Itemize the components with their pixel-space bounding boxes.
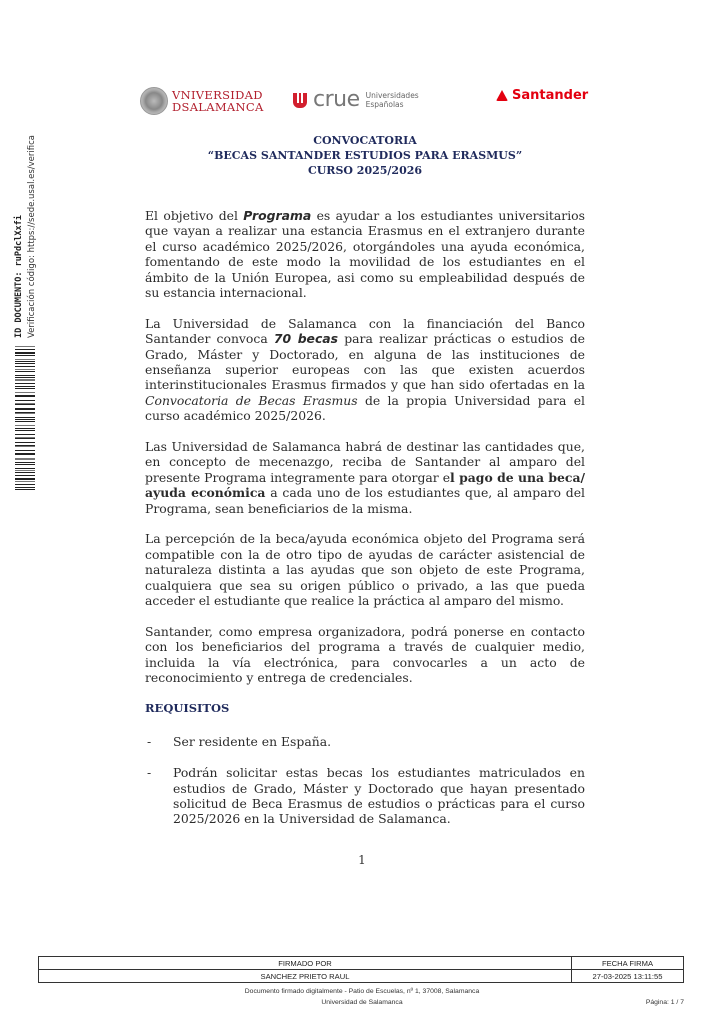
barcode-bar	[15, 371, 35, 372]
document-title	[140, 133, 590, 178]
barcode-bar	[15, 384, 35, 385]
barcode-bar	[15, 392, 35, 393]
usal-logo-line2: DSALAMANCA	[172, 100, 264, 114]
barcode-bar	[15, 412, 35, 413]
barcode-bar	[15, 472, 35, 473]
universidad-salamanca-logo	[140, 84, 264, 118]
barcode-bar	[15, 462, 35, 463]
barcode-bar	[15, 453, 35, 454]
barcode-bar	[15, 405, 35, 406]
title-line-3: CURSO 2025/2026	[307, 164, 423, 177]
barcode-bar	[15, 355, 35, 356]
crue-logo-word: crue	[313, 87, 360, 112]
barcode-bar	[15, 420, 35, 421]
paragraph-mecenazgo: Las Universidad de Salamanca habrá de destinar las cantidades que, en concepto de mecenazgo, reciba de Santander al amparo del presente Programa integramente para otorgar el pago de una beca/ ayuda económica a cada uno de los estudiantes que, al amparo del Programa, sean beneficiarios de la misma.	[145, 439, 586, 516]
barcode-bar	[15, 346, 35, 347]
list-item: - Podrán solicitar estas becas los estudiantes matriculados en estudios de Grado, Máster y Doctorado que hayan presentado solicitud de Beca Erasmus de estudios o prácticas para el curso 2025/2026 en la Universidad de Salamanca.	[145, 765, 585, 827]
barcode-bar	[15, 428, 35, 429]
barcode-bar	[15, 400, 35, 401]
barcode-bar	[15, 458, 35, 460]
signer-name: SANCHEZ PRIETO RAUL	[39, 970, 572, 983]
verification-link[interactable]: Verificación código: https://sede.usal.es/verifica	[27, 134, 37, 338]
italic-convocatoria-becas: Convocatoria de Becas Erasmus	[145, 392, 358, 408]
barcode-bar	[15, 379, 35, 381]
paragraph-santander-contacto: Santander, como empresa organizadora, podrá ponerse en contacto con los beneficiarios del programa a través de cualquier medio, incluida la vía electrónica, para convocarles a un acto de reconocimiento y entrega de credenciales.	[145, 623, 585, 686]
verification-strip	[10, 134, 44, 490]
barcode-bar	[15, 388, 35, 389]
barcode-bar	[15, 350, 35, 351]
barcode-bar	[15, 468, 35, 469]
barcode-bar	[15, 476, 35, 477]
paragraph-compatibilidad: La percepción de la beca/ayuda económica objeto del Programa será compatible con la de otro tipo de ayudas de carácter asistencial de naturaleza distinta a las ayudas que son objeto de este Programa, cualquiera que sea su origen público o privado, a las que pueda acceder el estudiante que realice la práctica al amparo del mismo.	[145, 531, 585, 609]
barcode-bar	[15, 397, 35, 398]
barcode-bar	[15, 375, 35, 376]
header-signed-by: FIRMADO POR	[39, 957, 572, 970]
barcode-bar	[15, 481, 35, 482]
emphasis-programa: Programa	[243, 208, 312, 223]
paragraph-convocatoria: La Universidad de Salamanca con la financiación del Banco Santander convoca 70 becas para realizar prácticas o estudios de Grado, Máster y Doctorado, en alguna de las instituciones de enseñanza superior europeas con las que existen acuerdos interinstitucionales Erasmus firmados y que han sido ofertadas en la Convocatoria de Becas Erasmus de la propia Universidad para el curso académico 2025/2026.	[145, 315, 585, 424]
logo-header	[140, 82, 590, 118]
barcode-bar	[15, 369, 35, 370]
barcode-bar	[15, 439, 35, 440]
signature-header-row	[39, 957, 684, 970]
barcode-bar	[15, 442, 35, 443]
barcode-bar	[15, 485, 35, 486]
santander-logo-word: Santander	[512, 88, 589, 103]
barcode-bar	[15, 359, 35, 360]
table-row	[39, 970, 684, 983]
paragraph-objetivo: El objetivo del Programa es ayudar a los estudiantes universitarios que vayan a realizar una estancia Erasmus en el extranjero durante el curso académico 2025/2026, otorgándoles una ayuda económica, fomentando de este modo la movilidad de los estudiantes en el ámbito de la Unión Europea, asi como su empleabilidad después de su estancia internacional.	[145, 208, 585, 301]
document-body	[145, 208, 585, 842]
requisitos-list	[145, 734, 585, 826]
barcode-bar	[15, 421, 35, 422]
university-seal-icon	[140, 87, 168, 115]
barcode-bar	[15, 395, 35, 396]
barcode-bar	[15, 367, 35, 368]
crue-logo	[293, 86, 419, 114]
bold-pago-beca: l pago de una beca/ ayuda económica	[145, 469, 586, 501]
barcode-icon	[15, 345, 35, 490]
barcode-bar	[15, 450, 35, 451]
barcode-bar	[15, 489, 35, 490]
footer-organization: Universidad de Salamanca	[321, 999, 403, 1006]
barcode-bar	[15, 426, 35, 427]
barcode-bar	[15, 386, 35, 387]
barcode-bar	[15, 403, 35, 404]
barcode-bar	[15, 408, 35, 410]
barcode-bar	[15, 362, 35, 363]
barcode-bar	[15, 487, 35, 488]
barcode-bar	[15, 378, 35, 379]
barcode-bar	[15, 464, 35, 465]
crue-logo-sub2: Españolas	[365, 100, 404, 109]
barcode-bar	[15, 430, 35, 431]
list-item: - Ser residente en España.	[145, 734, 585, 749]
footer-page-count: Página: 1 / 7	[645, 999, 684, 1006]
footer-address: Documento firmado digitalmente - Patio de Escuelas, nº 1, 37008, Salamanca	[244, 988, 480, 995]
santander-logo	[496, 88, 588, 103]
barcode-bar	[15, 445, 35, 446]
barcode-bar	[15, 478, 35, 480]
barcode-bar	[15, 414, 35, 415]
barcode-bar	[15, 434, 35, 436]
usal-logo-line1: VNIVERSIDAD	[172, 88, 263, 102]
signature-table	[38, 956, 684, 983]
barcode-bar	[15, 352, 35, 354]
crue-mark-icon	[293, 93, 307, 108]
signature-date: 27-03-2025 13:11:55	[572, 970, 684, 983]
document-id: ID DOCUMENTO: ruPdclXxfi	[14, 215, 24, 338]
section-heading-requisitos: REQUISITOS	[145, 700, 230, 715]
title-line-2: “BECAS SANTANDER ESTUDIOS PARA ERASMUS”	[207, 149, 523, 162]
barcode-bar	[15, 447, 35, 448]
barcode-bar	[15, 455, 35, 456]
santander-flame-icon	[496, 90, 508, 101]
crue-logo-sub1: Universidades	[365, 91, 419, 100]
title-line-1: CONVOCATORIA	[313, 134, 417, 147]
barcode-bar	[15, 437, 35, 438]
header-signature-date: FECHA FIRMA	[572, 957, 684, 970]
barcode-bar	[15, 471, 35, 472]
page-number: 1	[358, 853, 366, 867]
emphasis-70-becas: 70 becas	[273, 331, 339, 347]
barcode-bar	[15, 363, 35, 364]
barcode-bar	[15, 417, 35, 418]
